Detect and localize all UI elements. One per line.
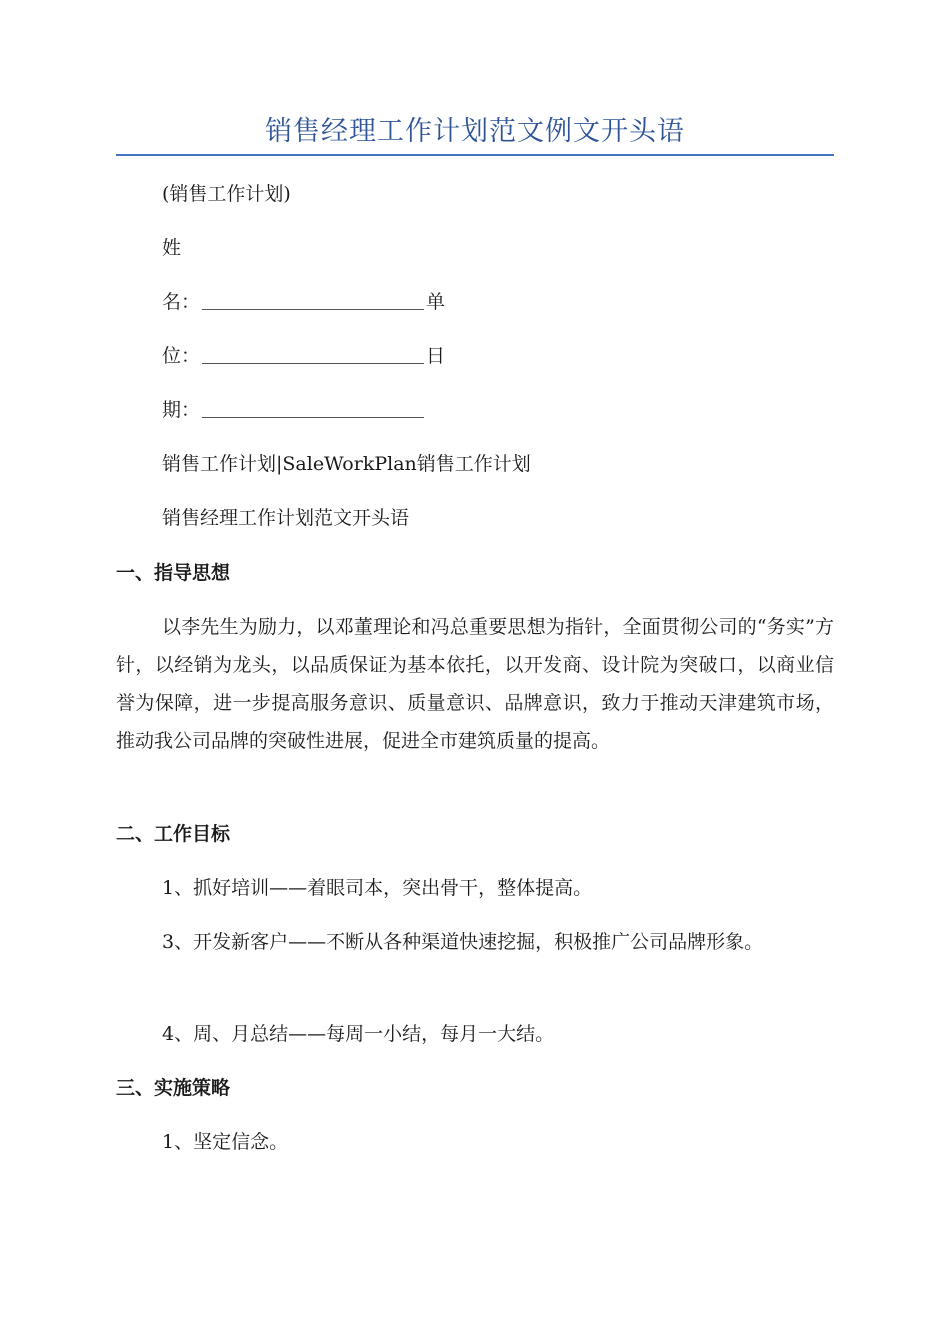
form-after-name: 单	[426, 291, 446, 313]
name-blank-field	[202, 289, 424, 310]
form-label-name: 名：	[162, 291, 201, 313]
form-line-unit	[162, 342, 445, 370]
form-line-surname: 姓	[162, 237, 182, 259]
section-heading-2: 二、工作目标	[116, 823, 231, 845]
subtitle: (销售工作计划)	[162, 183, 291, 205]
intro-line: 销售经理工作计划范文开头语	[162, 507, 410, 529]
date-blank-field	[202, 397, 424, 418]
form-line-name	[162, 288, 445, 316]
section-1-paragraph: 以李先生为励力，以邓董理论和冯总重要思想为指针，全面贯彻公司的“务实”方针，以经销为龙头，以品质保证为基本依托，以开发商、设计院为突破口，以商业信誉为保障，进一步提高服务意识、质量意识、品牌意识，致力于推动天津建筑市场，推动我公司品牌的突破性进展，促进全市建筑质量的提高。	[116, 616, 834, 752]
tagline: 销售工作计划|SaleWorkPlan销售工作计划	[162, 453, 531, 475]
section-heading-3: 三、实施策略	[116, 1077, 231, 1099]
form-after-unit: 日	[426, 345, 446, 367]
section-heading-1: 一、指导思想	[116, 562, 231, 584]
strategy-item-1: 1、坚定信念。	[162, 1131, 289, 1153]
goal-item-3: 3、开发新客户——不断从各种渠道快速挖掘，积极推广公司品牌形象。	[162, 931, 764, 953]
document-title: 销售经理工作计划范文例文开头语	[265, 116, 685, 147]
form-line-date	[162, 396, 426, 424]
unit-blank-field	[202, 343, 424, 364]
form-label-unit: 位：	[162, 345, 201, 367]
form-label-date: 期：	[162, 399, 201, 421]
goal-item-4: 4、周、月总结——每周一小结，每月一大结。	[162, 1023, 555, 1045]
title-underline	[116, 154, 834, 156]
goal-item-1: 1、抓好培训——着眼司本，突出骨干，整体提高。	[162, 877, 593, 899]
